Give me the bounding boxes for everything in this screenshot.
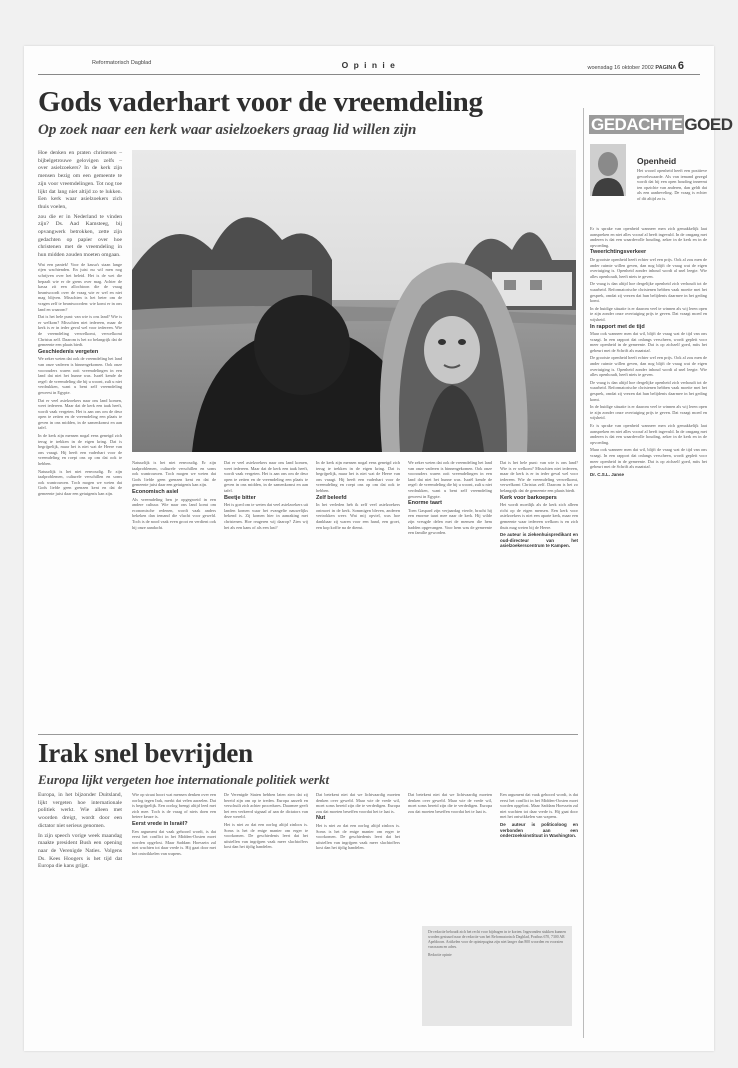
article1-text-4: Dat er veel asielzoekers naar ons land komen, weet iedereen. Maar dat de kerk een taak heeft, wordt vaak vergeten. Het is aan ons om de deur open te zetten en de vreemdeling een plaats te geven in ons midden, in de samenkomst en aan tafel. — [38, 397, 122, 431]
article2-text-2b: Een argument dat vaak gehoord wordt, is dat eerst het conflict in het Midden-Oosten moet worden opgelost. Maar Saddam Hoessein zal niet wachten tot daar vrede is. Hij gaat door met het ontwikkelen van wapens. — [500, 792, 578, 820]
article1-heading-economisch: Economisch asiel — [132, 488, 179, 495]
article2-lead-1: Europa, in het bijzonder Duitsland, lijkt vergeten hoe internationale politiek werkt. Wie alleen met woorden dreigt, wordt door een dictator niet serieus genomen. — [38, 792, 122, 829]
article1-text-10: Toen Gaspard zijn verjaardag vierde, bracht hij een enorme taart mee naar de kerk. Hij wilde zijn vreugde delen met de mensen die hem hadden opgevangen. Voor hem was de gemeente een familie geworden. — [408, 507, 492, 536]
article2-col-5 — [408, 792, 492, 922]
gedachtegoed-text-1b: Er is sprake van openheid wanneer men zich gemakkelijk laat aanspreken en niet alles vooraf al heeft ingevuld. In de omgang met anderen is dat een waardevolle houding, zeker in de kerk en in de opvoeding. — [590, 423, 707, 445]
article2-text-4: Het is niet zo dat een oorlog altijd zinloos is. Soms is het de enige manier om erger te voorkomen. De geschiedenis leert dat het uitstellen van ingrijpen vaak meer slachtoffers kost dan het tijdig handelen. — [316, 822, 400, 851]
editorial-note-text: De redactie behoudt zich het recht voor bijdragen in te korten. Ingezonden stukken kunnen worden gestuurd naar de redactie van het Reformatorisch Dagblad, Postbus 670, 7300 AR Apeldoorn. Artikelen voor de opiniepagina zijn niet langer dan 800 woorden en voorzien van naam en adres. — [428, 930, 566, 949]
article1-lead-1: Hoe denken en praten christenen – bijbelgetrouwe gelovigen zelfs – over asielzoekers? In de kerk zijn mensen bezig om een gemeente te zijn voor vreemdelingen. Tot nog toe lijkt dat lang niet altijd zo te lukken. Een kerk waar asielzoekers zich thuis voelen, — [38, 150, 122, 210]
gedachtegoed-heading-1: Tweerichtingsverkeer — [590, 249, 647, 256]
article2-text-5: Dat betekent niet dat we lichtvaardig moeten denken over geweld. Maar wie de vrede wil, moet soms bereid zijn die te verdedigen. Europa zou dat moeten beseffen voordat het te laat is. — [408, 792, 492, 814]
article1-text-10-intro: We zeker weten dat ook de vreemdeling het land van onze vaderen is binnengekomen. Ook onze voorouders waren ooit vreemdelingen in een land dat niet het hunne was. Israël kende de regel: de vreemdeling die bij u woont, zult u niet verdrukken, want u bent zelf vreemdeling geweest in Egypte. — [408, 460, 492, 499]
article1-text-11: Het wordt moeilijk als de kerk zich alleen richt op de eigen mensen. Een kerk voor asielzoekers is niet een aparte kerk, maar een gemeente waar iedereen welkom is en zich thuis mag weten bij de Heere. — [500, 502, 578, 530]
gedachtegoed-logo-part2: GOED — [684, 115, 733, 134]
article1-photo — [132, 150, 576, 452]
article1-text-1: Wat een paniek! Voor de kassa's staan lange rijen wachtenden. En juist nu wil men nog schrijven over het beleid. Het is de wet die bepaalt wie er de grens over mag. Achter de kassa zit een allochtoon die de vraag beantwoordt over de vraag wie er wel en niet mag blijven. Misschien is het beter om de vragen zelf te beantwoorden: wie komt er in ons land en waarom? — [38, 261, 122, 312]
article1-heading-barkoepers: Kerk voor barkoepers — [500, 494, 557, 501]
article2-col-6 — [500, 792, 578, 922]
article2-col-2 — [132, 792, 216, 1040]
article1-text-3: We zeker weten dat ook de vreemdeling het land van onze vaderen is binnengekomen. Ook onze voorouders waren ooit vreemdelingen in een land dat niet het hunne was. Israël kende de regel: de vreemdeling die bij u woont, zult u niet verdrukken, want u bent zelf vreemdeling geweest in Egypte. — [38, 356, 122, 395]
header-rule — [38, 74, 700, 75]
section-title: O p i n i e — [341, 60, 397, 70]
article1-text-9: In het verleden heb ik zelf veel asielzoekers ontmoet in de kerk. Sommigen bleven, anderen vertrokken weer. Wat mij opviel, was hoe dankbaar zij waren voor een hand, een groet, een kop koffie na de dienst. — [316, 502, 400, 530]
article1-text-8-intro: Dat er veel asielzoekers naar ons land komen, weet iedereen. Maar dat de kerk een taak heeft, wordt vaak vergeten. Het is aan ons om de deur open te zetten en de vreemdeling een plaats te geven in ons midden, in de samenkomst en aan tafel. — [224, 460, 308, 493]
article1-heading-beetje: Beetje bitter — [224, 494, 256, 501]
article2-headline: Irak snel bevrijden — [38, 738, 253, 768]
article2-heading-2: Nut — [316, 815, 326, 822]
article1-signature: De auteur is ziekenhuispredikant en oud-directeur van het asielzoekerscentrum te Kampen. — [500, 532, 578, 549]
gedachtegoed-logo — [589, 114, 733, 136]
gedachtegoed-text-3: De vraag is dan altijd hoe dergelijke openheid zich verhoudt tot de waarheid. Reformatorische christenen hebben vaak moeite met het gesprek, omdat zij vrezen dat hun belijdenis daarmee in het geding komt. — [590, 281, 707, 304]
article1-text-8: Het is goed om te weten dat veel asielzoekers uit landen komen waar het evangelie nauwelijks bekend is. Zij komen hier in aanraking met christenen. Hoe reageren wij daarop? Zien wij het als een kans of als een last? — [224, 502, 308, 530]
newspaper-page — [24, 46, 733, 1051]
date-text: woensdag 16 oktober 2002 — [587, 65, 654, 71]
article1-heading-zelf: Zelf beleefd — [316, 494, 347, 501]
article2-heading-1: Eerst vrede in Israël? — [132, 820, 188, 827]
page-number: 6 — [677, 60, 684, 72]
gedachtegoed-heading-2: In rapport met de tijd — [590, 323, 645, 330]
gedachtegoed-logo-part1: GEDACHTE — [591, 115, 683, 134]
gedachtegoed-text-5b: Maar ook wanneer men dat wil, blijft de vraag wat de tijd van ons vraagt. In een rapport dat onlangs verscheen, wordt gepleit voor meer openheid in de gemeente. Dat is op zichzelf goed, mits het gebeurt met de Schrift als maatstaf. — [590, 447, 707, 470]
article1-text-11-intro: Dat is het hele punt: van wie is ons land? Wie is er welkom? Misschien niet iedereen, maar de kerk is er in ieder geval wel voor iedereen. Wie de vreemdeling verwelkomt, verwelkomt Christus zelf. Daarom is het zo belangrijk dat de gemeente een plaats biedt. — [500, 460, 578, 493]
gedachtegoed-text-4: In de huidige situatie is er daarom veel te winnen als wij leren open te zijn zonder onze overtuiging prijs te geven. Dat vraagt moed en wijsheid. — [590, 305, 707, 322]
gedachtegoed-intro-col — [637, 168, 707, 224]
gedachtegoed-intro: Het woord openheid heeft een positieve gevoelswaarde. Als van iemand gezegd wordt dat hij een open houding inneemt ten opzichte van anderen, dan geldt dat als een aanbeveling. De vraag is echter of dit altijd zo is. — [637, 168, 707, 201]
article1-text-7-intro: Natuurlijk is het niet eenvoudig. Er zijn taalproblemen, culturele verschillen en soms ook wantrouwen. Toch mogen we weten dat Gods liefde geen grenzen kent en dat de gemeente juist daar een getuigenis kan zijn. — [132, 460, 216, 488]
article1-col-4 — [316, 460, 400, 732]
article1-col-2 — [132, 460, 216, 732]
gedachtegoed-col — [590, 226, 707, 1038]
photo-illustration — [132, 150, 576, 452]
article2-subheadline: Europa lijkt vergeten hoe internationale politiek werkt — [38, 772, 330, 787]
article2-lead-2: In zijn speech vorige week maandag maakte president Bush een opening naar de Verenigde Naties. Volgens Ds. Kees Hoogers is het tijd dat Europa die kans grijpt. — [38, 832, 122, 870]
article1-col-1 — [38, 150, 122, 730]
article1-text-5: In de kerk zijn mensen nogal eens geneigd zich terug te trekken in de eigen kring. Dat is begrijpelijk, maar het is niet wat de Heere van ons vraagt. Hij heeft een vaderhart voor de vreemdeling en roept ons op om dat ook te hebben. — [38, 433, 122, 467]
article1-lead-2: zou die er in Nederland te vinden zijn? Ds. Aad Kamsteeg, bij opvangwerk betrokken, zette zijn gedachten op papier over hoe christenen met de vreemdeling in hun midden zouden moeten omgaan. — [38, 213, 122, 259]
article1-col-6 — [500, 460, 578, 732]
gedachtegoed-signature: Dr. C.S.L. Janse — [590, 471, 625, 477]
gedachtegoed-text-5: Maar ook wanneer men dat wil, blijft de vraag wat de tijd van ons vraagt. In een rapport dat onlangs verscheen, wordt gepleit voor meer openheid in de gemeente. Dat is op zichzelf goed, mits het gebeurt met de Schrift als maatstaf. — [590, 331, 707, 353]
article1-col-5 — [408, 460, 492, 732]
editorial-note-signature: Redactie opinie — [428, 953, 452, 957]
article2-text-1: Wie op straat hoort wat mensen denken over een oorlog tegen Irak, merkt dat velen aarzelen. Dat is begrijpelijk. Een oorlog brengt altijd leed met zich mee. Toch is de vraag of niets doen een betere keuze is. — [132, 792, 216, 820]
gedachtegoed-text-4b: In de huidige situatie is er daarom veel te winnen als wij leren open te zijn zonder onze overtuiging prijs te geven. Dat vraagt moed en wijsheid. — [590, 404, 707, 421]
gedachtegoed-text-2b: De grootste openheid heeft echter wel een prijs. Ook al zou men de ander ruimte willen geven, dan nog blijft de vraag wat de eigen overtuiging is. Openheid zonder inhoud wordt al snel leegte. Wie alles openhoudt, heeft niets te geven. — [590, 355, 707, 378]
article1-text-6: Natuurlijk is het niet eenvoudig. Er zijn taalproblemen, culturele verschillen en soms ook wantrouwen. Toch mogen we weten dat Gods liefde geen grenzen kent en dat de gemeente juist daar een getuigenis kan zijn. — [38, 468, 122, 496]
article1-text-9-intro: In de kerk zijn mensen nogal eens geneigd zich terug te trekken in de eigen kring. Dat is begrijpelijk, maar het is niet wat de Heere van ons vraagt. Hij heeft een vaderhart voor de vreemdeling en roept ons op om dat ook te hebben. — [316, 460, 400, 493]
article1-headline: Gods vaderhart voor de vreemdeling — [38, 86, 483, 118]
article2-author-note: De auteur is politicoloog en verbonden aan een onderzoeksinstituut in Washington. — [500, 821, 578, 839]
author-portrait — [590, 144, 626, 196]
article2-text-4a: Het is niet zo dat een oorlog altijd zinloos is. Soms is het de enige manier om erger te voorkomen. De geschiedenis leert dat het uitstellen van ingrijpen vaak meer slachtoffers kost dan het tijdig handelen. — [224, 821, 308, 850]
article1-subheadline: Op zoek naar een kerk waar asielzoekers graag lid willen zijn — [38, 122, 417, 138]
gedachtegoed-text-3b: De vraag is dan altijd hoe dergelijke openheid zich verhoudt tot de waarheid. Reformatorische christenen hebben vaak moeite met het gesprek, omdat zij vrezen dat hun belijdenis daarmee in het geding komt. — [590, 379, 707, 402]
article2-text-2: Een argument dat vaak gehoord wordt, is dat eerst het conflict in het Midden-Oosten moet worden opgelost. Maar Saddam Hoessein zal niet wachten tot daar vrede is. Hij gaat door met het ontwikkelen van wapens. — [132, 828, 216, 856]
article-divider — [38, 734, 578, 735]
portrait-illustration — [590, 144, 626, 196]
paper-name: Reformatorisch Dagblad — [92, 60, 152, 66]
article2-text-5a: Dat betekent niet dat we lichtvaardig moeten denken over geweld. Maar wie de vrede wil, moet soms bereid zijn die te verdedigen. Europa zou dat moeten beseffen voordat het te laat is. — [316, 792, 400, 814]
article1-heading-geschiedenis: Geschiedenis vergeten — [38, 348, 99, 355]
article2-col-1 — [38, 792, 122, 1040]
gedachtegoed-text-2: De grootste openheid heeft echter wel een prijs. Ook al zou men de ander ruimte willen geven, dan nog blijft de vraag wat de eigen overtuiging is. Openheid zonder inhoud wordt al snel leegte. Wie alles openhoudt, heeft niets te geven. — [590, 256, 707, 279]
editorial-note-box — [422, 926, 572, 1026]
article2-text-3: De Verenigde Staten hebben laten zien dat zij bereid zijn om op te treden. Europa aarzelt en verschuilt zich achter procedures. Daarmee geeft het een verkeerd signaal af aan de dictators van deze wereld. — [224, 792, 308, 820]
article2-col-4 — [316, 792, 400, 1040]
page-header — [24, 60, 714, 74]
page-label: PAGINA — [655, 65, 677, 71]
gedachtegoed-title: Openheid — [637, 156, 677, 166]
page-date — [587, 60, 684, 72]
article1-text-7: Als vreemdeling ben je opgegroeid in een andere cultuur. Wie naar ons land komt om economische redenen, wordt vaak anders bekeken dan iemand die vlucht voor geweld. Toch is de nood vaak even groot en verdient ook hij onze aandacht. — [132, 496, 216, 530]
article1-col-3 — [224, 460, 308, 732]
gedachtegoed-text-1: Er is sprake van openheid wanneer men zich gemakkelijk laat aanspreken en niet alles vooraf al heeft ingevuld. In de omgang met anderen is dat een waardevolle houding, zeker in de kerk en in de opvoeding. — [590, 226, 707, 248]
article1-heading-enorme: Enorme taart — [408, 500, 442, 507]
article2-col-3 — [224, 792, 308, 1040]
article1-text-2: Dat is het hele punt: van wie is ons land? Wie is er welkom? Misschien niet iedereen, maar de kerk is er in ieder geval wel voor iedereen. Wie de vreemdeling verwelkomt, verwelkomt Christus zelf. Daarom is het zo belangrijk dat de gemeente een plaats biedt. — [38, 314, 122, 348]
column-divider — [583, 108, 584, 1038]
